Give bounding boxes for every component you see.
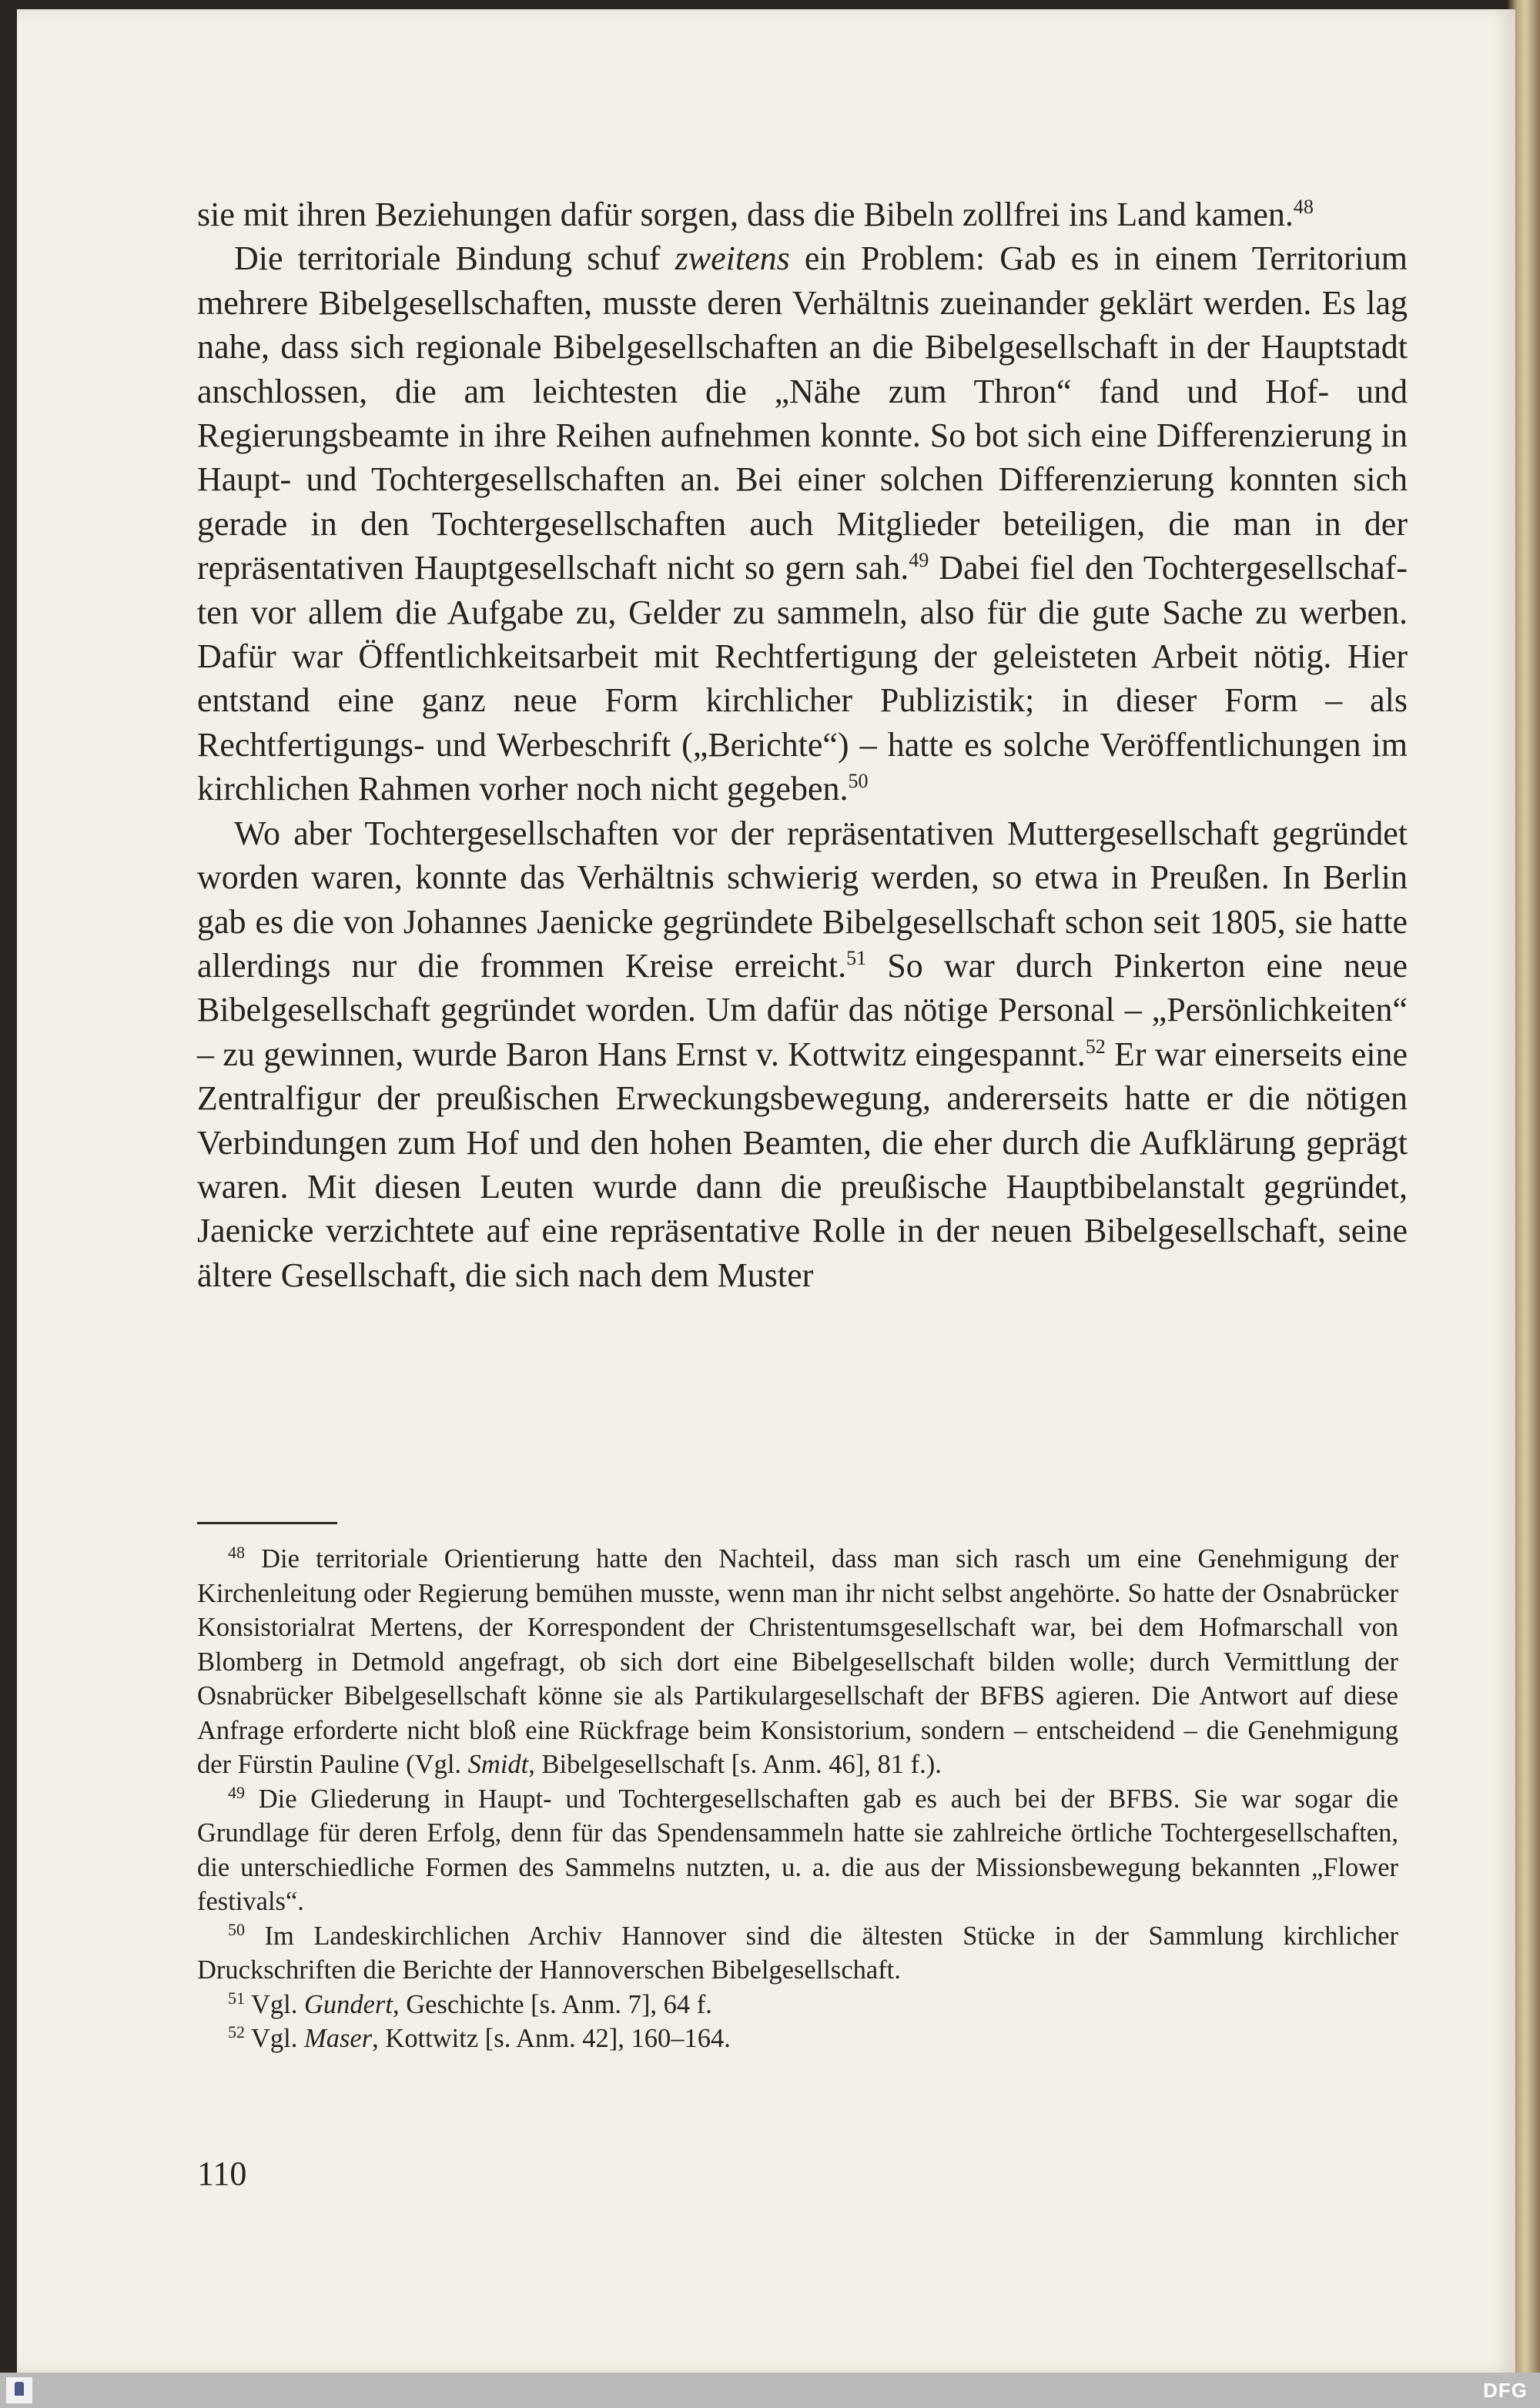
text-run: So war durch Pinkerton eine neue Bibelgesellschaft gegründet worden. Um dafür das nötige Personal – „Persönlichkeiten“ – zu gewinnen, wurde Baron Hans Ernst v. Kottwitz eingespannt. — [197, 946, 1408, 1073]
text-run: , Kottwitz [s. Anm. 42], 160–164. — [372, 2024, 731, 2053]
footnote-reference: 49 — [909, 549, 929, 572]
footnote-reference: 50 — [848, 770, 869, 793]
text-run: Vgl. — [245, 1989, 305, 2019]
emphasis-text: Maser — [304, 2024, 373, 2053]
footnote-rule — [197, 1522, 337, 1524]
emphasis-text: Gundert — [304, 1989, 393, 2019]
viewer-bottom-bar — [0, 2373, 1540, 2408]
body-paragraph — [197, 192, 1408, 236]
footnote: $^{48}$ Die territoriale Orientierung hatte den Nachteil, dass man sich rasch um eine Genehmigung der Kirchenleitung oder Regierung bemühen musste, wenn man ihr nicht selbst angehörte. So hatte der Osnabrücker Konsistorialrat Mertens, der Korrespondent der Christentumsgesellschaft war, bei dem Hofmarschall von Blomberg in Detmold angefragt, ob sich dort eine Bibelgesellschaft bilden wolle; durch Vermittlung der Osnabrücker Bibelgesellschaft könne sie als Partikulargesellschaft der BFBS agieren. Die Antwort auf diese Anfrage erforderte nicht bloß eine Rückfrage beim Konsistorium, sondern – entscheidend – die Genehmigung der Fürstin Pauline (Vgl. Smidt, Bibelgesellschaft [s. Anm. 46], 81 f.). — [197, 1543, 1398, 1779]
footnote: $^{49}$ Die Gliederung in Haupt- und Tochtergesellschaften gab es auch bei der BFBS. Sie war sogar die Grundlage für deren Erfolg, denn für das Spendensammeln hatte sie zahlreiche örtliche Tochtergesellschaften, die unterschiedliche Formen des Sammelns nutzten, u. a. die aus der Missionsbewegung bekannten „Flower festivals“. — [197, 1782, 1398, 1916]
text-run: Die territoriale Bindung schuf — [234, 239, 675, 278]
text-run: Wo aber Tochtergesellschaften vor der repräsentativen Muttergesellschaft gegründet worden waren, konnte das Verhältnis schwierig werden, so etwa in Preußen. In Berlin gab es die von Johannes Jaenicke gegründete Bibelgesellschaft schon seit 1805, sie hatte allerdings nur die frommen Kreise erreicht. — [197, 814, 1408, 985]
text-run: Im Landeskirchlichen Archiv Hannover sind die ältesten Stücke in der Sammlung kirchlicher Druckschriften die Berichte der Hannoverschen Bibelgesellschaft. — [197, 1921, 1398, 1985]
dfg-watermark: DFG — [1483, 2379, 1528, 2402]
text-run: Die territoriale Orientierung hatte den Nachteil, dass man sich rasch um eine Genehmigung der Kirchenleitung oder Regierung bemühen musste, wenn man ihr nicht selbst angehörte. So hatte der Osnabrücker Konsistorialrat Mertens, der Korrespondent der Christentumsgesellschaft war, bei dem Hofmarschall von Blomberg in Detmold angefragt, ob sich dort eine Bibelgesellschaft bilden wolle; durch Vermittlung der Osnabrücker Bibelgesellschaft könne sie als Partikulargesellschaft der BFBS agieren. Die Antwort auf diese Anfrage erforderte nicht bloß eine Rückfrage beim Konsistorium, sondern – entscheidend – die Genehmigung der Fürstin Pauline (Vgl. — [197, 1544, 1398, 1779]
footnote-reference: 51 — [846, 946, 867, 969]
footnote: $^{50}$ Im Landeskirchlichen Archiv Hannover sind die ältesten Stücke in der Sammlung kirchlicher Druckschriften die Berichte der Hannoverschen Bibelgesellschaft. — [197, 1919, 1398, 1985]
body-paragraph — [197, 236, 1408, 811]
footnote: $^{51}$ Vgl. Gundert, Geschichte [s. Anm. 7], 64 f. — [228, 1988, 712, 2019]
emphasis-text: Smidt — [467, 1750, 529, 1779]
emphasis-text: zweitens — [675, 239, 790, 278]
text-run: Vgl. — [245, 2024, 305, 2053]
text-run: , Geschichte [s. Anm. 7], 64 f. — [393, 1989, 712, 2019]
text-run: ein Problem: Gab es in einem Territorium mehrere Bibelgesellschaften, musste deren Verhältnis zueinander geklärt werden. Es lag nahe, dass sich regionale Bibelgesellschaften an die Bibelgesellschaft in der Hauptstadt anschlossen, die am leichtesten die „Nähe zum Thron“ fand und Hof- und Regierungsbeamte in ihre Reihen aufnehmen konnte. So bot sich eine Differenzierung in Haupt- und Tochtergesellschaften an. Bei einer solchen Differenzierung konnten sich gerade in den Tochtergesellschaften auch Mitglieder beteiligen, die man in der repräsentativen Hauptgesellschaft nicht so gern sah. — [197, 239, 1408, 587]
footnote-reference: 48 — [1293, 196, 1314, 218]
footnotes — [197, 1542, 1398, 2056]
footnote: $^{52}$ Vgl. Maser, Kottwitz [s. Anm. 42], 160–164. — [228, 2022, 731, 2053]
footnote-reference: 52 — [1085, 1035, 1106, 1058]
text-run: Dabei fiel den Tochtergesellschaften vor allem die Aufgabe zu, Gelder zu sammeln, also für die gute Sache zu werben. Dafür war Öffentlichkeitsarbeit mit Rechtfertigung der geleisteten Arbeit nötig. Hier entstand eine ganz neue Form kirchlicher Publizistik; in dieser Form – als Rechtfertigungs- und Werbeschrift („Berichte“) – hatte es solche Veröffentlichungen im kirchlichen Rahmen vorher noch nicht gegeben. — [197, 549, 1408, 808]
text-run: Er war einerseits eine Zentralfigur der preußischen Erweckungsbewegung, andererseits hatte er die nötigen Verbindungen zum Hof und den hohen Beamten, die eher durch die Aufklärung geprägt waren. Mit diesen Leuten wurde dann die preußische Hauptbibelanstalt gegründet, Jaenicke verzichtete auf eine repräsentative Rolle in der neuen Bibelgesellschaft, seine ältere Gesellschaft, die sich nach dem Muster — [197, 1035, 1408, 1294]
text-run: , Bibelgesellschaft [s. Anm. 46], 81 f.). — [528, 1750, 942, 1779]
page-number: 110 — [197, 2155, 247, 2192]
main-text — [197, 192, 1408, 1297]
body-paragraph — [197, 811, 1408, 1297]
text-run: Die Gliederung in Haupt- und Tochtergesellschaften gab es auch bei der BFBS. Sie war sogar die Grundlage für deren Erfolg, denn für das Spendensammeln hatte sie zahlreiche örtliche Tochtergesellschaften, die unterschiedliche Formen des Sammelns nutzten, u. a. die aus der Missionsbewegung bekannten „Flower festivals“. — [197, 1784, 1398, 1916]
text-run: sie mit ihren Beziehungen dafür sorgen, dass die Bibeln zollfrei ins Land kamen. — [197, 196, 1294, 233]
library-seal-icon — [6, 2377, 32, 2403]
